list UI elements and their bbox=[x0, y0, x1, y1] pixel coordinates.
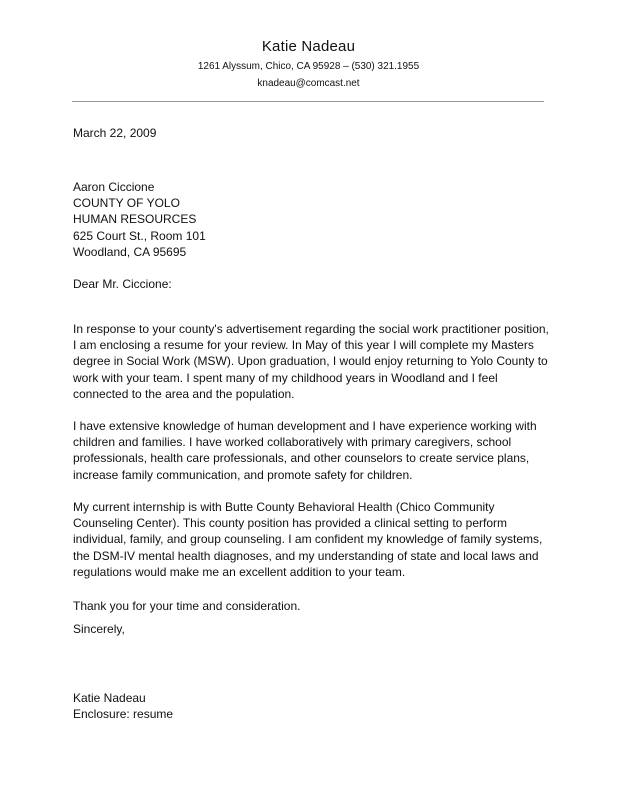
paragraph-1: In response to your county's advertisement regarding the social work practitioner position, I am enclosing a resume for your review. In May of this year I will complete my Masters degree in Social Work (MSW). Upon graduation, I would enjoy returning to Yolo County to work with your team. I spent many of my childhood years in Woodland and I feel connected to the area and the population. bbox=[73, 322, 549, 401]
signature-block bbox=[73, 690, 553, 722]
sender-email: knadeau@comcast.net bbox=[257, 77, 360, 89]
sender-contact: 1261 Alyssum, Chico, CA 95928 – (530) 321.1955 bbox=[197, 60, 420, 72]
recipient-department: HUMAN RESOURCES bbox=[73, 212, 197, 227]
recipient-city: Woodland, CA 95695 bbox=[73, 244, 187, 259]
paragraph-2: I have extensive knowledge of human development and I have experience working with children and families. I have worked collaboratively with primary caregivers, school professionals, health care professionals, and other counselors to create service plans, increase family communication, and promote safety for children. bbox=[73, 419, 537, 482]
salutation: Dear Mr. Ciccione: bbox=[73, 277, 172, 291]
recipient-name: Aaron Ciccione bbox=[73, 180, 155, 194]
recipient-street: 625 Court St., Room 101 bbox=[73, 228, 206, 243]
sender-name: Katie Nadeau bbox=[261, 38, 356, 55]
letter-date: March 22, 2009 bbox=[73, 126, 157, 140]
recipient-address bbox=[73, 179, 553, 260]
paragraph-3: My current internship is with Butte County Behavioral Health (Chico Community Counseling Center). This county position has provided a clinical setting to perform individual, family, and group counseling. I am confident my knowledge of family systems, the DSM-IV mental health diagnoses, and my understanding of state and local laws and regulations would make me an excellent addition to your team. bbox=[73, 500, 543, 579]
signature-name: Katie Nadeau bbox=[73, 691, 146, 705]
enclosure-note: Enclosure: resume bbox=[73, 707, 174, 722]
recipient-organization: COUNTY OF YOLO bbox=[73, 196, 180, 211]
letterhead bbox=[0, 38, 617, 90]
paragraph-4: Thank you for your time and consideration. bbox=[73, 599, 301, 613]
header-divider bbox=[72, 101, 544, 102]
closing: Sincerely, bbox=[73, 622, 125, 636]
